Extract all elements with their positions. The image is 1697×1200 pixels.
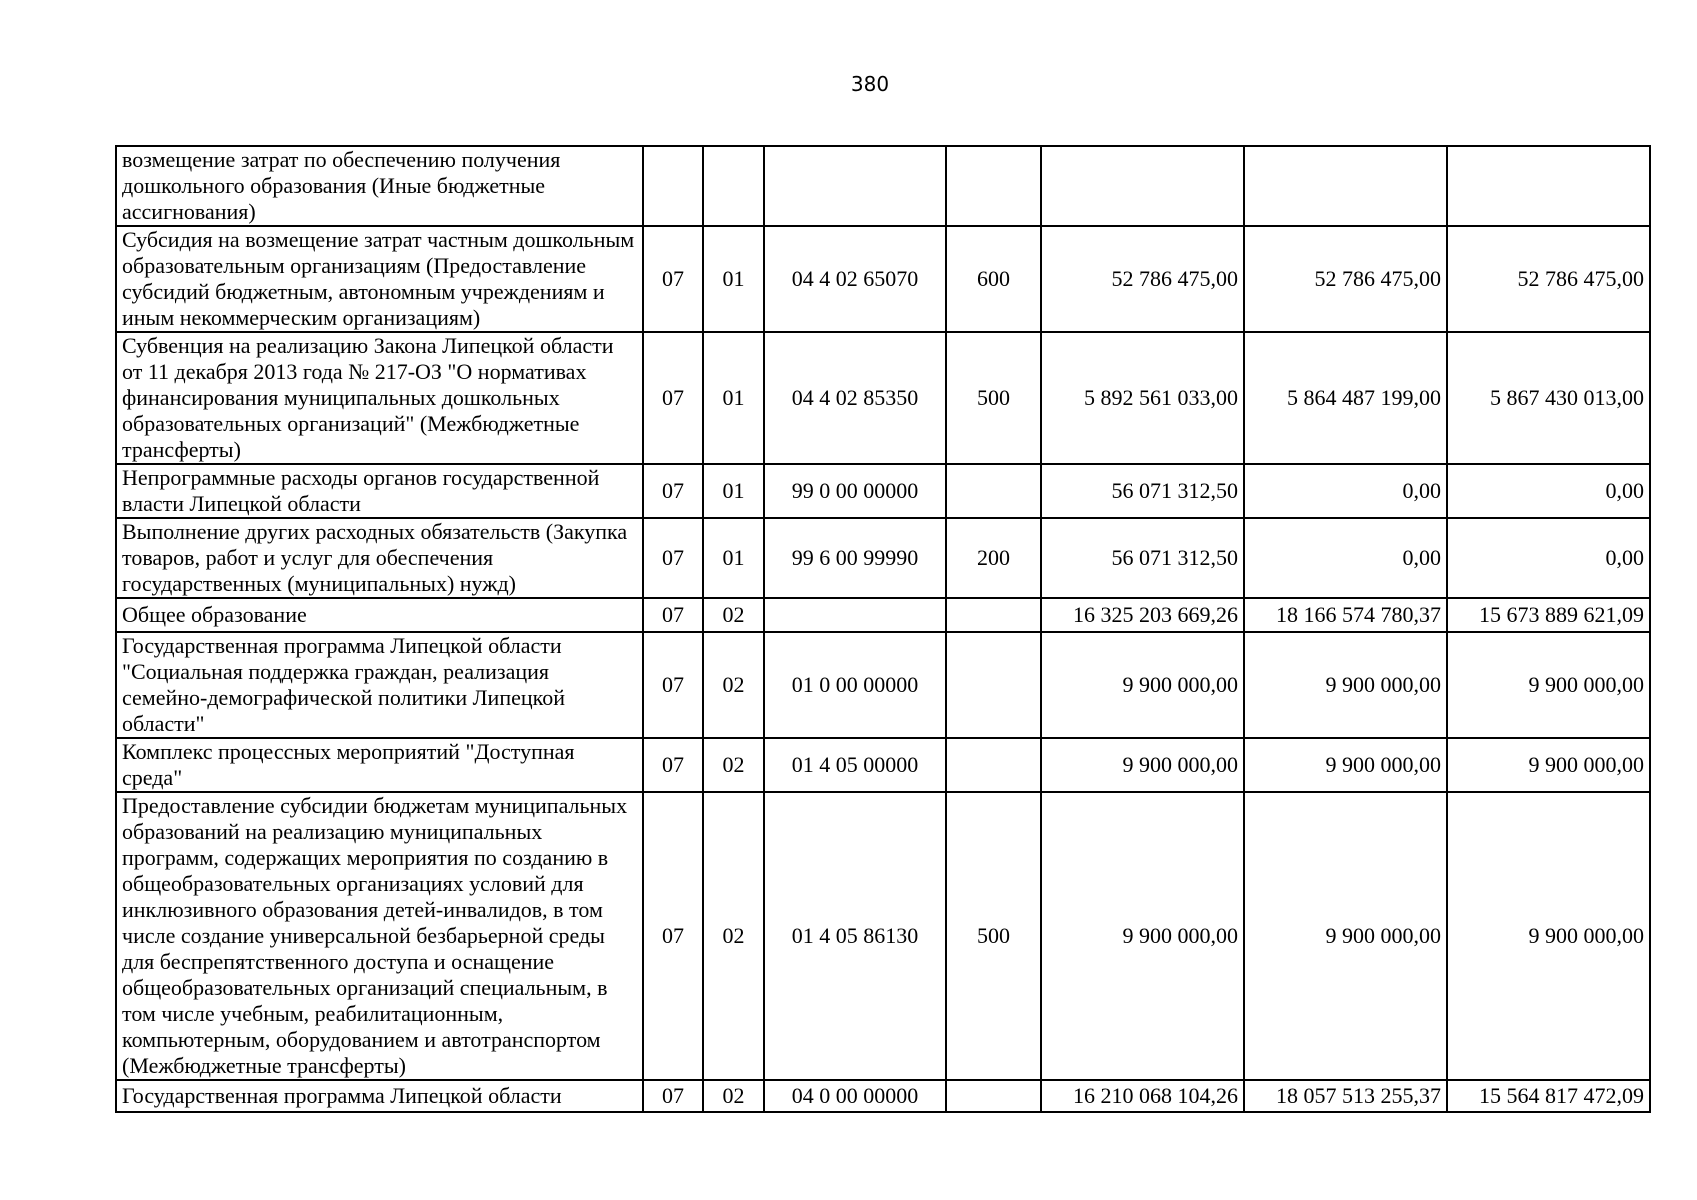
cell-subsection: 01 [703,226,764,332]
cell-amount-2: 0,00 [1244,518,1447,598]
cell-amount-1: 16 210 068 104,26 [1041,1080,1244,1112]
cell-target-article: 04 0 00 00000 [764,1080,946,1112]
cell-amount-1: 52 786 475,00 [1041,226,1244,332]
table-row [116,464,1650,518]
cell-amount-2: 9 900 000,00 [1244,738,1447,792]
cell-amount-1: 9 900 000,00 [1041,792,1244,1080]
cell-amount-2: 9 900 000,00 [1244,632,1447,738]
cell-target-article [764,598,946,632]
cell-amount-2: 9 900 000,00 [1244,792,1447,1080]
cell-target-article: 01 4 05 00000 [764,738,946,792]
cell-section: 07 [643,632,703,738]
cell-target-article [764,146,946,226]
cell-name: Субсидия на возмещение затрат частным дошкольным образовательным организациям (Предоставление субсидий бюджетным, автономным учреждениям и иным некоммерческим организациям) [116,226,643,332]
cell-name: Предоставление субсидии бюджетам муниципальных образований на реализацию муниципальных программ, содержащих мероприятия по созданию в общеобразовательных организациях условий для инклюзивного образования детей-инвалидов, в том числе создание универсальной безбарьерной среды для беспрепятственного доступа и оснащение общеобразовательных организаций специальным, в том числе учебным, реабилитационным, компьютерным, оборудованием и автотранспортом (Межбюджетные трансферты) [116,792,643,1080]
cell-name: Выполнение других расходных обязательств (Закупка товаров, работ и услуг для обеспечения государственных (муниципальных) нужд) [116,518,643,598]
cell-amount-2: 18 057 513 255,37 [1244,1080,1447,1112]
table-row [116,1080,1650,1112]
cell-section: 07 [643,226,703,332]
table-row [116,226,1650,332]
cell-name: Общее образование [116,598,643,632]
cell-expense-type [946,1080,1041,1112]
cell-amount-3: 15 564 817 472,09 [1447,1080,1650,1112]
cell-amount-2 [1244,146,1447,226]
cell-target-article: 04 4 02 85350 [764,332,946,464]
cell-subsection: 01 [703,332,764,464]
cell-amount-3 [1447,146,1650,226]
cell-expense-type [946,146,1041,226]
cell-section [643,146,703,226]
cell-section: 07 [643,518,703,598]
cell-amount-2: 0,00 [1244,464,1447,518]
cell-amount-3: 0,00 [1447,464,1650,518]
cell-expense-type: 500 [946,792,1041,1080]
table-row [116,518,1650,598]
cell-amount-1: 56 071 312,50 [1041,464,1244,518]
cell-expense-type [946,464,1041,518]
cell-amount-3: 52 786 475,00 [1447,226,1650,332]
cell-amount-2: 18 166 574 780,37 [1244,598,1447,632]
table-row [116,792,1650,1080]
table-row [116,632,1650,738]
cell-amount-3: 0,00 [1447,518,1650,598]
cell-amount-3: 9 900 000,00 [1447,792,1650,1080]
table-row [116,332,1650,464]
cell-subsection: 02 [703,598,764,632]
cell-section: 07 [643,332,703,464]
cell-expense-type: 200 [946,518,1041,598]
cell-amount-3: 15 673 889 621,09 [1447,598,1650,632]
cell-amount-1: 56 071 312,50 [1041,518,1244,598]
cell-amount-1: 16 325 203 669,26 [1041,598,1244,632]
cell-amount-1: 9 900 000,00 [1041,738,1244,792]
cell-target-article: 99 6 00 99990 [764,518,946,598]
table-row [116,598,1650,632]
cell-subsection: 02 [703,1080,764,1112]
cell-section: 07 [643,738,703,792]
cell-target-article: 99 0 00 00000 [764,464,946,518]
cell-expense-type [946,632,1041,738]
cell-amount-3: 5 867 430 013,00 [1447,332,1650,464]
cell-subsection: 02 [703,632,764,738]
cell-expense-type: 600 [946,226,1041,332]
cell-name: Государственная программа Липецкой области "Социальная поддержка граждан, реализация семейно-демографической политики Липецкой области" [116,632,643,738]
cell-section: 07 [643,598,703,632]
cell-expense-type [946,598,1041,632]
cell-expense-type: 500 [946,332,1041,464]
cell-name: Непрограммные расходы органов государственной власти Липецкой области [116,464,643,518]
cell-expense-type [946,738,1041,792]
cell-name: Субвенция на реализацию Закона Липецкой области от 11 декабря 2013 года № 217-ОЗ "О нормативах финансирования муниципальных дошкольных образовательных организаций" (Межбюджетные трансферты) [116,332,643,464]
cell-name: Государственная программа Липецкой области [116,1080,643,1112]
cell-amount-1 [1041,146,1244,226]
cell-amount-2: 5 864 487 199,00 [1244,332,1447,464]
cell-target-article: 01 0 00 00000 [764,632,946,738]
cell-subsection: 02 [703,792,764,1080]
cell-subsection [703,146,764,226]
cell-amount-1: 9 900 000,00 [1041,632,1244,738]
table-row [116,738,1650,792]
cell-subsection: 02 [703,738,764,792]
cell-amount-3: 9 900 000,00 [1447,632,1650,738]
cell-amount-1: 5 892 561 033,00 [1041,332,1244,464]
table-body [116,146,1650,1112]
cell-amount-3: 9 900 000,00 [1447,738,1650,792]
cell-subsection: 01 [703,518,764,598]
cell-name: возмещение затрат по обеспечению получения дошкольного образования (Иные бюджетные ассигнования) [116,146,643,226]
cell-target-article: 04 4 02 65070 [764,226,946,332]
cell-section: 07 [643,1080,703,1112]
cell-name: Комплекс процессных мероприятий "Доступная среда" [116,738,643,792]
table-row [116,146,1650,226]
cell-subsection: 01 [703,464,764,518]
page-number: 380 [850,72,890,96]
cell-amount-2: 52 786 475,00 [1244,226,1447,332]
cell-target-article: 01 4 05 86130 [764,792,946,1080]
cell-section: 07 [643,464,703,518]
budget-table [115,145,1651,1113]
cell-section: 07 [643,792,703,1080]
